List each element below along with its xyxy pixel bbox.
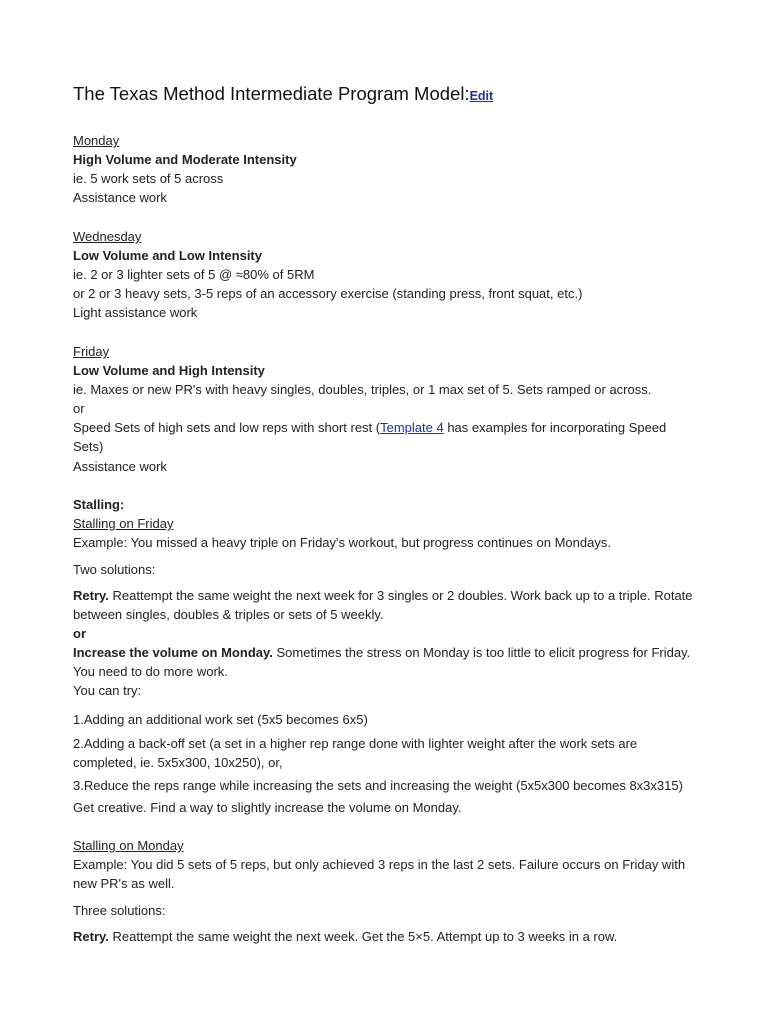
friday-speed-cont: Sets) <box>73 439 104 454</box>
monday-intensity: High Volume and Moderate Intensity <box>73 152 297 167</box>
stalling-monday-example-cont: new PR's as well. <box>73 876 175 891</box>
get-creative: Get creative. Find a way to slightly increase the volume on Monday. <box>73 800 462 815</box>
retry2-text: Reattempt the same weight the next week. Get the 5×5. Attempt up to 3 weeks in a row. <box>108 929 618 944</box>
list-item-3: 3.Reduce the reps range while increasing the sets and increasing the weight (5x5x300 becomes 8x3x315) <box>73 778 683 793</box>
wednesday-line-1: ie. 2 or 3 lighter sets of 5 @ ≈80% of 5RM <box>73 267 315 282</box>
monday-line-1: ie. 5 work sets of 5 across <box>73 171 224 186</box>
friday-line-2: or <box>73 401 85 416</box>
friday-line-last: Assistance work <box>73 459 167 474</box>
increase-cont: You need to do more work. <box>73 664 228 679</box>
you-can-try: You can try: <box>73 683 142 698</box>
page-title <box>73 82 493 108</box>
friday-intensity: Low Volume and High Intensity <box>73 363 265 378</box>
retry2-line <box>73 929 617 945</box>
monday-heading: Monday <box>73 133 120 148</box>
stalling-friday-heading: Stalling on Friday <box>73 516 174 531</box>
three-solutions: Three solutions: <box>73 903 166 918</box>
list-item-1: 1.Adding an additional work set (5x5 becomes 6x5) <box>73 712 368 727</box>
or-separator: or <box>73 626 86 641</box>
retry-text: Reattempt the same weight the next week for 3 singles or 2 doubles. Work back up to a triple. Rotate <box>108 588 693 603</box>
template-4-link[interactable]: Template 4 <box>380 420 444 435</box>
increase-text: Sometimes the stress on Monday is too little to elicit progress for Friday. <box>272 645 691 660</box>
title-text: The Texas Method Intermediate Program Model: <box>73 83 470 104</box>
wednesday-intensity: Low Volume and Low Intensity <box>73 248 262 263</box>
speed-text-pre: Speed Sets of high sets and low reps with short rest ( <box>73 420 381 435</box>
list-item-2: 2.Adding a back-off set (a set in a higher rep range done with lighter weight after the work sets are <box>73 736 638 751</box>
retry-bold: Retry. <box>73 588 109 603</box>
friday-line-1: ie. Maxes or new PR's with heavy singles, doubles, triples, or 1 max set of 5. Sets ramped or across. <box>73 382 652 397</box>
stalling-monday-heading: Stalling on Monday <box>73 838 184 853</box>
wednesday-heading: Wednesday <box>73 229 142 244</box>
edit-link[interactable]: Edit <box>469 89 494 103</box>
two-solutions: Two solutions: <box>73 562 156 577</box>
monday-line-2: Assistance work <box>73 190 167 205</box>
stalling-heading: Stalling: <box>73 497 125 512</box>
retry2-bold: Retry. <box>73 929 109 944</box>
retry-line <box>73 588 693 604</box>
wednesday-line-3: Light assistance work <box>73 305 198 320</box>
retry-cont: between singles, doubles & triples or sets of 5 weekly. <box>73 607 384 622</box>
list-item-2-cont: completed, ie. 5x5x300, 10x250), or, <box>73 755 283 770</box>
stalling-monday-example: Example: You did 5 sets of 5 reps, but only achieved 3 reps in the last 2 sets. Failure occurs on Friday with <box>73 857 686 872</box>
increase-line <box>73 645 690 661</box>
increase-bold: Increase the volume on Monday. <box>73 645 273 660</box>
speed-text-post: has examples for incorporating Speed <box>443 420 667 435</box>
stalling-friday-example: Example: You missed a heavy triple on Friday's workout, but progress continues on Mondays. <box>73 535 611 550</box>
wednesday-line-2: or 2 or 3 heavy sets, 3-5 reps of an accessory exercise (standing press, front squat, etc.) <box>73 286 583 301</box>
friday-speed-line <box>73 420 666 436</box>
friday-heading: Friday <box>73 344 110 359</box>
